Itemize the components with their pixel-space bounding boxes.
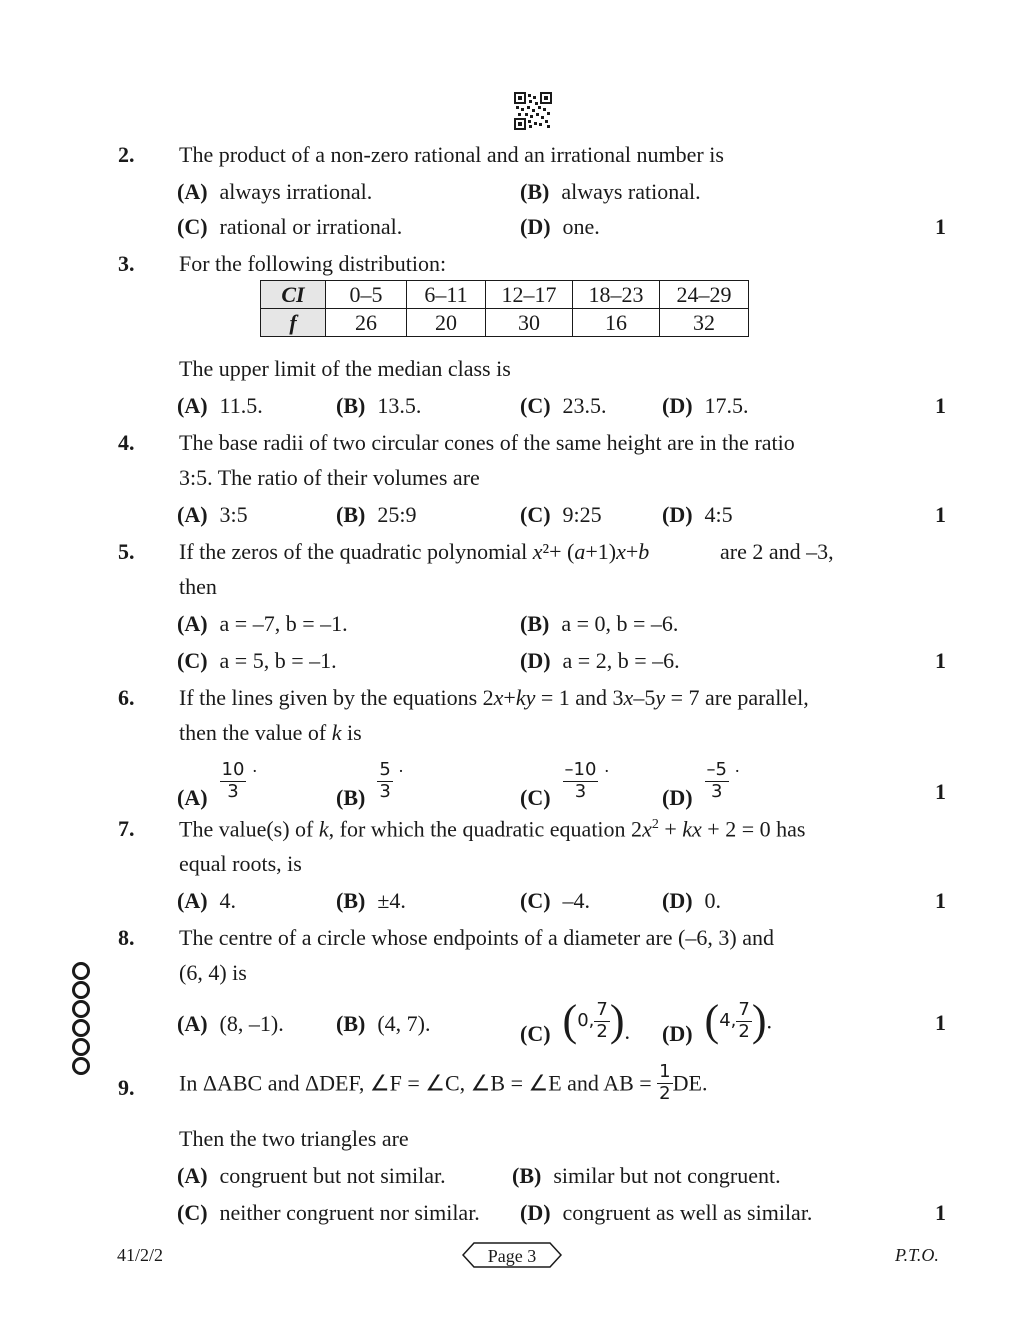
fraction xyxy=(657,1062,672,1104)
question-number: 8. xyxy=(118,925,135,950)
spiral-icon xyxy=(72,962,90,980)
option-label: (C) xyxy=(520,784,551,810)
paren-right: ) xyxy=(751,996,767,1045)
point-x: 0, xyxy=(577,1009,595,1031)
marks: 1 xyxy=(935,1010,946,1035)
denominator: 2 xyxy=(596,1020,608,1042)
option-text: similar but not congruent. xyxy=(553,1163,781,1188)
question-text: The base radii of two circular cones of the same height are in the ratio xyxy=(179,430,795,455)
table-cell: 20 xyxy=(407,309,486,337)
text-fragment: = 7 are parallel, xyxy=(665,685,809,710)
paren-right: ) xyxy=(609,996,625,1045)
table-head-ci: CI xyxy=(261,281,326,309)
paren-left: ( xyxy=(562,996,578,1045)
spiral-icon xyxy=(72,1057,90,1075)
numerator: –5 xyxy=(706,759,727,780)
option-a xyxy=(177,756,257,810)
option-c xyxy=(520,504,602,526)
text-fragment: + 2 = 0 has xyxy=(701,816,806,842)
table-head-f: f xyxy=(261,309,326,337)
numerator: 5 xyxy=(379,759,391,780)
option-d xyxy=(662,504,733,526)
question-number: 3. xyxy=(118,251,135,276)
option-label: (D) xyxy=(520,648,551,673)
spiral-icon xyxy=(72,1038,90,1056)
fraction xyxy=(594,1000,609,1042)
option-text: –4. xyxy=(562,888,591,913)
text-fragment: , for which the quadratic equation 2 xyxy=(328,816,643,842)
question-text: The upper limit of the median class is xyxy=(179,356,511,381)
option-label: (A) xyxy=(177,502,208,527)
option-text: rational or irrational. xyxy=(219,214,403,239)
marks: 1 xyxy=(935,648,946,673)
marks: 1 xyxy=(935,888,946,913)
denominator: 2 xyxy=(659,1082,671,1104)
question-text: equal roots, is xyxy=(179,851,302,876)
option-a xyxy=(177,613,348,635)
marks: 1 xyxy=(935,779,946,804)
table-cell: 16 xyxy=(573,309,660,337)
period: . xyxy=(252,756,257,777)
question-text: then the value of k is xyxy=(179,720,362,745)
option-label: (D) xyxy=(520,214,551,239)
option-b xyxy=(336,890,406,912)
option-label: (A) xyxy=(177,1163,208,1188)
option-label: (B) xyxy=(520,179,550,204)
option-label: (A) xyxy=(177,611,208,636)
fraction xyxy=(705,760,729,802)
question-number: 7. xyxy=(118,816,135,841)
question-text: The centre of a circle whose endpoints of a diameter are (–6, 3) and xyxy=(179,925,774,950)
option-text: 9:25 xyxy=(562,502,602,527)
option-text: 25:9 xyxy=(377,502,417,527)
fraction xyxy=(736,1000,751,1042)
option-text: a = 2, b = –6. xyxy=(562,648,680,673)
option-label: (B) xyxy=(336,1011,366,1036)
option-text: (8, –1). xyxy=(219,1011,284,1036)
option-label: (D) xyxy=(662,784,693,810)
option-c xyxy=(520,395,607,417)
option-d xyxy=(520,1202,812,1224)
option-text: 17.5. xyxy=(704,393,749,418)
option-label: (D) xyxy=(662,393,693,418)
text-fragment: then the value of xyxy=(179,720,327,745)
spiral-icon xyxy=(72,981,90,999)
option-text: always irrational. xyxy=(219,179,373,204)
question-text: are 2 and –3, xyxy=(720,539,834,564)
table-cell: 32 xyxy=(660,309,749,337)
marks: 1 xyxy=(935,214,946,239)
period: . xyxy=(624,1018,630,1044)
option-text: neither congruent nor similar. xyxy=(219,1200,480,1225)
option-label: (A) xyxy=(177,179,208,204)
point-x: 4, xyxy=(719,1009,737,1031)
option-d xyxy=(662,890,721,912)
option-b xyxy=(520,181,701,203)
numerator: 7 xyxy=(596,999,608,1021)
option-text: 11.5. xyxy=(219,393,263,418)
question-text: Then the two triangles are xyxy=(179,1126,409,1151)
question-text xyxy=(179,1062,707,1104)
question-text: If the lines given by the equations 2x+ky = 1 and 3x–5y = 7 are parallel, xyxy=(179,685,809,710)
question-number: 2. xyxy=(118,142,135,167)
text-fragment: If the zeros of the quadratic polynomial xyxy=(179,539,528,564)
denominator: 3 xyxy=(574,780,587,802)
option-b xyxy=(512,1165,781,1187)
option-a xyxy=(177,395,263,417)
option-text: congruent but not similar. xyxy=(219,1163,446,1188)
option-text: 3:5 xyxy=(219,502,248,527)
period: . xyxy=(735,756,740,777)
numerator: –10 xyxy=(564,759,597,780)
page-number: Page 3 xyxy=(487,1246,537,1266)
text-fragment: If the lines given by the equations 2 xyxy=(179,685,494,710)
option-b xyxy=(336,756,404,810)
option-label: (C) xyxy=(177,214,208,239)
paper-code: 41/2/2 xyxy=(117,1245,164,1265)
option-text: 23.5. xyxy=(562,393,607,418)
paren-left: ( xyxy=(704,996,720,1045)
question-text: 3:5. The ratio of their volumes are xyxy=(179,465,480,490)
denominator: 3 xyxy=(227,780,239,802)
option-label: (D) xyxy=(662,888,693,913)
option-a xyxy=(177,890,236,912)
option-label: (C) xyxy=(520,1020,551,1046)
option-label: (B) xyxy=(336,393,366,418)
option-label: (B) xyxy=(336,502,366,527)
option-text: ±4. xyxy=(377,888,406,913)
option-c xyxy=(520,890,590,912)
option-text: (4, 7). xyxy=(377,1011,431,1036)
option-text: 0. xyxy=(704,888,722,913)
option-a xyxy=(177,1165,446,1187)
question-text: For the following distribution: xyxy=(179,251,447,276)
marks: 1 xyxy=(935,393,946,418)
side-ornament xyxy=(72,962,98,1076)
option-label: (C) xyxy=(520,502,551,527)
option-label: (A) xyxy=(177,393,208,418)
question-text xyxy=(179,541,649,563)
period: . xyxy=(604,756,609,777)
option-label: (C) xyxy=(520,888,551,913)
question-text: The product of a non-zero rational and an irrational number is xyxy=(179,142,724,167)
qr-code xyxy=(514,92,552,130)
option-a xyxy=(177,181,372,203)
period: . xyxy=(398,756,404,777)
table-row xyxy=(261,281,749,309)
question-text: (6, 4) is xyxy=(179,960,247,985)
option-d xyxy=(662,756,740,810)
option-b xyxy=(336,395,421,417)
option-b xyxy=(520,613,678,635)
pto-label: P.T.O. xyxy=(895,1245,939,1265)
option-a xyxy=(177,1013,284,1035)
option-label: (B) xyxy=(336,888,366,913)
fraction xyxy=(377,760,392,802)
option-text: a = 0, b = –6. xyxy=(561,611,679,636)
question-number: 6. xyxy=(118,685,135,710)
option-d xyxy=(662,996,772,1047)
numerator: 1 xyxy=(659,1061,671,1082)
option-c xyxy=(177,216,402,238)
spiral-icon xyxy=(72,1000,90,1018)
denominator: 2 xyxy=(738,1020,750,1042)
option-text: 4:5 xyxy=(704,502,733,527)
question-text: The value(s) of k, for which the quadratic equation $2x^2$ + kx + 2 = 0 has xyxy=(179,816,806,842)
option-label: (B) xyxy=(520,611,550,636)
option-label: (C) xyxy=(520,393,551,418)
option-d xyxy=(520,650,680,672)
option-label: (B) xyxy=(336,784,366,810)
marks: 1 xyxy=(935,502,946,527)
question-number: 4. xyxy=(118,430,135,455)
option-text: congruent as well as similar. xyxy=(562,1200,813,1225)
option-b xyxy=(336,504,416,526)
option-c xyxy=(177,650,337,672)
option-text: 4. xyxy=(219,888,237,913)
option-text: always rational. xyxy=(561,179,701,204)
table-cell: 30 xyxy=(486,309,573,337)
question-number: 5. xyxy=(118,539,135,564)
denominator: 3 xyxy=(711,780,723,802)
table-cell: 6–11 xyxy=(407,281,486,309)
option-label: (D) xyxy=(520,1200,551,1225)
option-text: one. xyxy=(562,214,600,239)
option-d xyxy=(662,395,749,417)
option-label: (D) xyxy=(662,502,693,527)
numerator: 7 xyxy=(738,999,750,1021)
text-fragment: is xyxy=(347,720,362,745)
table-cell: 26 xyxy=(326,309,407,337)
option-b xyxy=(336,1013,430,1035)
option-c xyxy=(520,756,609,810)
period: . xyxy=(766,1008,772,1034)
option-label: (D) xyxy=(662,1020,693,1046)
denominator: 3 xyxy=(379,780,391,802)
option-c xyxy=(177,1202,480,1224)
option-label: (A) xyxy=(177,784,208,810)
option-a xyxy=(177,504,248,526)
text-fragment: In ΔABC and ΔDEF, ∠F = ∠C, ∠B = ∠E and AB = xyxy=(179,1070,652,1096)
distribution-table xyxy=(260,280,749,337)
table-cell: 0–5 xyxy=(326,281,407,309)
option-text: 13.5. xyxy=(377,393,422,418)
option-label: (B) xyxy=(512,1163,542,1188)
option-label: (A) xyxy=(177,1011,208,1036)
math-expression: x²+ (a+1)x+b xyxy=(532,539,650,564)
question-number: 9. xyxy=(118,1075,135,1100)
option-label: (C) xyxy=(177,1200,208,1225)
fraction xyxy=(563,760,599,802)
option-text: a = 5, b = –1. xyxy=(219,648,337,673)
option-label: (A) xyxy=(177,888,208,913)
table-cell: 12–17 xyxy=(486,281,573,309)
text-fragment: The value(s) of xyxy=(179,816,314,842)
table-cell: 24–29 xyxy=(660,281,749,309)
option-d xyxy=(520,216,600,238)
text-fragment: = 1 and 3 xyxy=(535,685,624,710)
option-c xyxy=(520,996,630,1047)
marks: 1 xyxy=(935,1200,946,1225)
table-row xyxy=(261,309,749,337)
numerator: 10 xyxy=(221,759,245,780)
fraction xyxy=(220,760,247,802)
spiral-icon xyxy=(72,1019,90,1037)
text-fragment: DE. xyxy=(672,1070,708,1096)
option-label: (C) xyxy=(177,648,208,673)
question-text: then xyxy=(179,574,217,599)
table-cell: 18–23 xyxy=(573,281,660,309)
option-text: a = –7, b = –1. xyxy=(219,611,348,636)
